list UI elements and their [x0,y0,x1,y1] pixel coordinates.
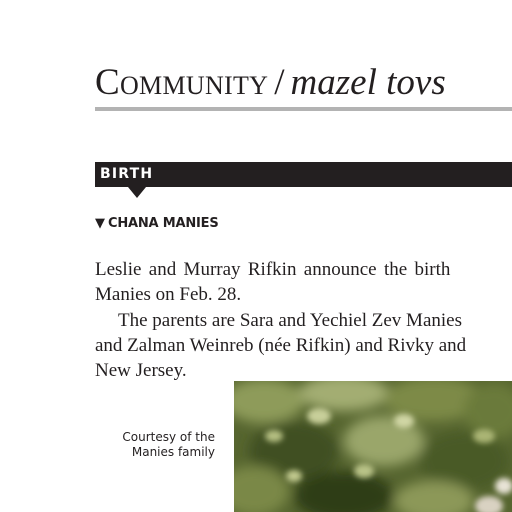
category-pointer [128,187,146,198]
foliage-photo-graphic [234,381,512,512]
body-line-4: and Zalman Weinreb (née Rifkin) and Rivky and [95,335,467,356]
section-title: Community [95,62,269,103]
category-label: BIRTH [100,166,154,182]
category-bar [95,162,512,187]
announcement-heading [95,215,219,233]
page-header [95,64,446,101]
family-photo [234,381,512,512]
header-rule [95,107,512,111]
triangle-marker-icon: ▼ [95,216,105,231]
subsection-title: mazel tovs [290,62,446,103]
body-line-2: Manies on Feb. 28. [95,284,242,305]
body-line-3: The parents are Sara and Yechiel Zev Manies [118,310,462,331]
photo-caption-line-2: Manies family [131,445,215,459]
body-line-1: Leslie and Murray Rifkin announce the birth [95,259,451,280]
photo-caption [85,430,215,460]
body-line-5: New Jersey. [95,360,187,381]
announcement-name: CHANA MANIES [108,216,219,231]
photo-caption-line-1: Courtesy of the [122,430,215,444]
header-separator: / [274,62,285,103]
